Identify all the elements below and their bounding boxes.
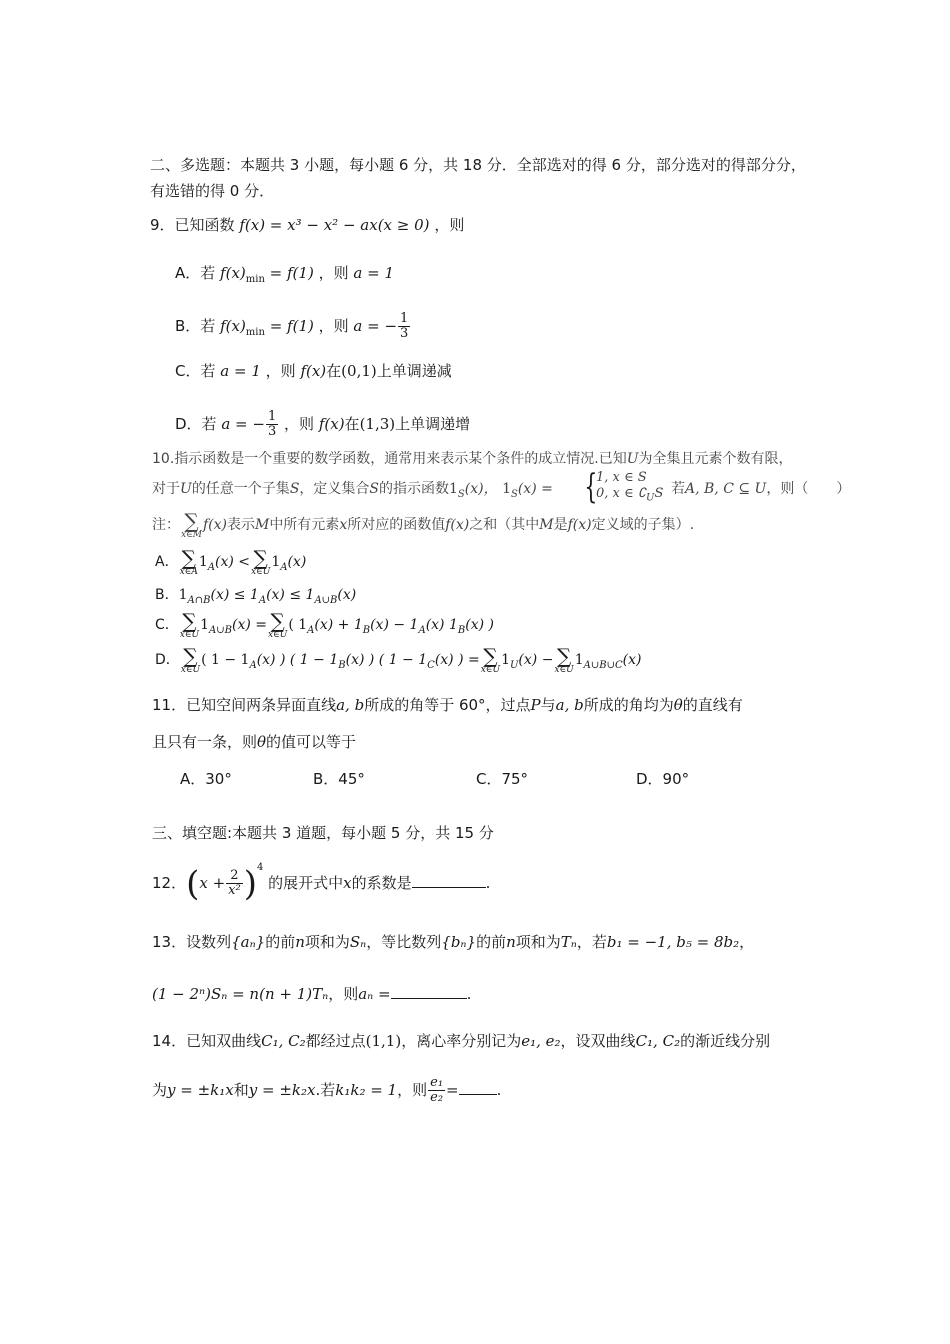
q10d-t5: 1: [501, 652, 510, 668]
q11-l1e: 的直线有: [682, 696, 743, 714]
q12-den: x²: [228, 883, 241, 898]
q10-sets: A, B, C ⊆ U: [685, 481, 767, 497]
q14-k: k₁k₂ = 1: [335, 1081, 398, 1099]
q14-l1c: ，离心率分别记为: [401, 1032, 522, 1050]
q10b-t4: (x): [337, 587, 357, 603]
q10b-t2: (x) ≤ 1: [210, 587, 259, 603]
q9-stem: [150, 215, 464, 235]
q10-note-M2: M: [539, 517, 554, 533]
q10d-under2: x∈U: [480, 664, 501, 675]
q10-l2S: S: [289, 481, 300, 497]
q9d-mid: ，则: [284, 415, 315, 433]
q10-ind2-sub: S: [510, 488, 518, 500]
q14-l2d: ，则: [397, 1081, 428, 1099]
q10d-sum1: ∑ x∈U: [180, 643, 201, 675]
q13-an2: aₙ =: [358, 985, 391, 1003]
q10-note-fx3: f(x): [567, 517, 592, 533]
q14-line2: [152, 1073, 501, 1107]
q10-note-f: 是: [553, 517, 568, 533]
q10c-t2: (x) =: [231, 617, 267, 633]
q14-l2b: 和: [233, 1081, 249, 1099]
q13-l1g: ，若: [576, 933, 607, 951]
q13-bn: {bₙ}: [441, 933, 477, 951]
q10-note-c: 中所有元素: [269, 517, 340, 533]
q13-l2a: ，则: [328, 985, 359, 1003]
q10-option-a: [155, 547, 306, 583]
q9d-den: 3: [267, 424, 277, 439]
q10c-s4: A: [418, 624, 426, 636]
q10b-t1: 1: [178, 587, 188, 603]
q10b-s3: A∪B: [314, 594, 338, 606]
q10d-s4: U: [509, 659, 519, 671]
q10d-t3: (x) ) ( 1 − 1: [345, 652, 428, 668]
q10d-under3: x∈U: [554, 664, 574, 675]
q10-l1b: 为全集且元素个数有限，: [638, 451, 793, 467]
q10a-under2: x∈U: [250, 566, 271, 577]
q9a-eq: = f(1): [269, 264, 314, 282]
q12-label: 12．: [152, 874, 187, 892]
q10-line2: [152, 479, 553, 505]
q14-answer-blank[interactable]: [459, 1078, 497, 1095]
q14-pt: (1,1): [365, 1032, 402, 1050]
q10-option-c: [155, 610, 494, 646]
q10d-s5: A∪B∪C: [583, 659, 623, 671]
q10-l2e: 若: [671, 481, 685, 497]
q10-l1U: U: [626, 451, 639, 467]
q10c-s3: B: [362, 624, 371, 636]
q12-x: x +: [199, 874, 226, 892]
q13-l1c: 项和为: [304, 933, 350, 951]
q11-l1a: 11．已知空间两条异面直线: [152, 696, 337, 714]
q9c-fx: f(x): [300, 362, 327, 380]
q10c-label: C．: [155, 617, 179, 633]
q11-line1: [152, 695, 743, 715]
q11-ab2: a, b: [555, 696, 584, 714]
q10c-t1: 1: [200, 617, 210, 633]
q9-option-a: [175, 263, 394, 290]
q12-line: [152, 860, 490, 903]
q11-ab: a, b: [336, 696, 365, 714]
q11-l1d: 所成的角均为: [583, 696, 674, 714]
q10-case1: 1, x ∈ S: [596, 470, 647, 485]
q12-lparen: (: [186, 863, 200, 904]
q11-P: P: [530, 696, 541, 714]
q10a-sum2: ∑ x∈U: [250, 545, 271, 577]
q9d-num: 1: [267, 409, 277, 424]
q10d-sum2: ∑ x∈U: [480, 643, 501, 675]
q9b-num: 1: [400, 311, 409, 326]
q10-note-b: 表示: [226, 517, 255, 533]
q9d-fx: f(x): [318, 415, 345, 433]
q14-line1: [152, 1031, 770, 1051]
q10a-sub1: A: [207, 561, 215, 573]
q12-rparen: ): [243, 863, 257, 904]
q14-l1b: 都经过点: [305, 1032, 366, 1050]
q13-l1b: 的前: [265, 933, 296, 951]
q10-case2: 0, x ∈ ∁: [596, 486, 647, 501]
q9d-zai: 在: [344, 415, 360, 433]
q10d-t4: (x) ) =: [434, 652, 480, 668]
q13-l1e: 的前: [476, 933, 507, 951]
q10-case2-sub: U: [646, 492, 655, 504]
q10-ind2: 1: [502, 481, 511, 497]
q11-option-c: C．75°: [476, 770, 529, 788]
q10a-sub2: A: [280, 561, 288, 573]
q9-function: f(x) = x³ − x² − ax(x ≥ 0): [239, 216, 430, 234]
q9d-text: 上单调递增: [395, 415, 471, 433]
q13-l1a: 13．设数列: [152, 933, 232, 951]
q10d-t1: ( 1 − 1: [201, 652, 250, 668]
section3-header: 三、填空题:本题共 3 道题，每小题 5 分，共 15 分: [152, 824, 494, 842]
q10-l2c: ，定义集合: [299, 481, 370, 497]
q12-exp: 4: [256, 862, 264, 873]
q9-option-c: [175, 361, 452, 381]
q14-l2c: .若: [315, 1081, 336, 1099]
q10c-t4: (x) + 1: [314, 617, 363, 633]
section2-header: 二、多选题：本题共 3 小题，每小题 6 分，共 18 分．全部选对的得 6 分，部分选对的得部分分，: [150, 156, 806, 174]
q12-num: 2: [226, 869, 243, 884]
q9d-interval: (1,3): [359, 415, 396, 433]
q9c-a: a = 1: [220, 362, 261, 380]
q10c-s5: B: [457, 624, 466, 636]
q14-C: C₁, C₂: [261, 1032, 306, 1050]
q10d-t8: (x): [622, 652, 642, 668]
q10-ind2-arg: (x) =: [517, 481, 553, 497]
q10d-t2: (x) ) ( 1 − 1: [256, 652, 339, 668]
q11-option-d: D．90°: [636, 770, 690, 788]
q11-option-a: A．30°: [180, 770, 232, 788]
q10-l2U: U: [180, 481, 192, 497]
q10-note: [152, 510, 694, 540]
q10c-t7: (x) ): [465, 617, 494, 633]
q11-theta2: θ: [257, 733, 267, 751]
q10-note-sum-under: x∈M: [181, 529, 202, 540]
q10a-one2: 1: [271, 554, 281, 570]
q14-y2: y = ±k₂x: [248, 1081, 316, 1099]
q14-C2: C₁, C₂: [635, 1032, 681, 1050]
q10-l1a: 10.指示函数是一个重要的数学函数，通常用来表示某个条件的成立情况.已知: [152, 451, 627, 467]
q10d-t7: 1: [574, 652, 584, 668]
q10c-s2: A: [307, 624, 315, 636]
q10-note-sum: ∑ x∈M: [181, 508, 202, 540]
q10a-label: A．: [155, 554, 179, 570]
q12-answer-blank[interactable]: [412, 871, 486, 888]
q10a-arg1: (x) <: [214, 554, 250, 570]
q14-l1d: ，设双曲线: [560, 1032, 636, 1050]
q10-note-M: M: [254, 517, 270, 533]
q14-den: e₂: [430, 1090, 444, 1105]
q10d-t6: (x) −: [518, 652, 554, 668]
q10c-under1: x∈U: [179, 629, 200, 640]
q10d-s3: C: [427, 659, 435, 671]
q9d-a: a = −: [221, 415, 265, 433]
q13-an: {aₙ}: [231, 933, 266, 951]
q9a-fx: f(x): [220, 264, 246, 282]
q10-l2d: 的指示函数: [379, 481, 449, 497]
q10a-arg2: (x): [287, 554, 307, 570]
q11-l1b: 所成的角等于 60°，过点: [364, 696, 531, 714]
q10a-sum1: ∑ x∈A: [179, 545, 198, 577]
q11-option-b: B．45°: [313, 770, 365, 788]
q10-case2-end: S: [654, 486, 664, 501]
q9-option-b: [175, 312, 411, 343]
q10-note-fx2: f(x): [445, 517, 470, 533]
q10-ind1: 1: [449, 481, 458, 497]
q10-note-e: 之和（其中: [469, 517, 540, 533]
q10-line1: [152, 449, 793, 469]
q14-l2a: 为: [152, 1081, 168, 1099]
q10c-t5: (x) − 1: [370, 617, 419, 633]
q13-Tn: Tₙ: [560, 933, 577, 951]
q10b-s2: A: [258, 594, 267, 606]
q9b-mid: ，则: [318, 317, 349, 335]
q14-e: e₁, e₂: [521, 1032, 561, 1050]
q10-note-a: 注：: [152, 517, 180, 533]
q10c-s1: A∪B: [209, 624, 232, 636]
q9d-label: D．若: [175, 415, 217, 433]
q10b-s1: A∩B: [187, 594, 211, 606]
q13-Sn: Sₙ: [349, 933, 367, 951]
q13-eq: (1 − 2ⁿ)Sₙ = n(n + 1)Tₙ: [152, 985, 329, 1003]
q9-prefix: 9．已知函数: [150, 216, 235, 234]
q10-note-fx: f(x): [202, 517, 227, 533]
q10-note-x: x: [339, 517, 348, 533]
q10-ind1-arg: (x)，: [464, 481, 498, 497]
q12-text: 的展开式中: [268, 874, 344, 892]
q9a-mid: ，则: [318, 264, 349, 282]
q10c-sum1: ∑ x∈U: [179, 608, 200, 640]
section2-header-cont: 有选错的得 0 分．: [150, 182, 275, 200]
q10-brace: {: [584, 467, 598, 507]
q10a-under1: x∈A: [179, 566, 198, 577]
q12-fraction: [226, 869, 243, 898]
q9-suffix: ，则: [434, 216, 465, 234]
q10b-label: B．: [155, 587, 179, 603]
q10-note-d: 所对应的函数值: [347, 517, 446, 533]
q10d-under1: x∈U: [180, 664, 201, 675]
q9c-label: C．若: [175, 362, 216, 380]
q10b-t3: (x) ≤ 1: [266, 587, 315, 603]
q13-n: n: [295, 933, 305, 951]
q13-l1h: ，: [739, 933, 755, 951]
q13-line2: [152, 982, 471, 1004]
q10-option-b: [155, 585, 356, 611]
q10-l2S2: S: [369, 481, 379, 497]
q10c-t3: ( 1: [288, 617, 308, 633]
q11-l2b: 的值可以等于: [266, 733, 357, 751]
q14-y1: y = ±k₁x: [167, 1081, 234, 1099]
q10a-one1: 1: [198, 554, 208, 570]
q9c-text: 上单调递减: [376, 362, 452, 380]
q9-option-d: [175, 410, 470, 439]
q9c-zai: 在: [326, 362, 342, 380]
q14-fraction: [428, 1076, 445, 1105]
q10-l2a: 对于: [152, 481, 180, 497]
q13-end: .: [466, 985, 472, 1003]
q13-l1f: 项和为: [515, 933, 561, 951]
q10d-s1: A: [249, 659, 257, 671]
q11-l1c: 与: [540, 696, 556, 714]
q9b-den: 3: [400, 326, 409, 341]
q9b-eq: = f(1): [269, 317, 314, 335]
q14-l1f: 的渐近线分别: [680, 1032, 771, 1050]
q10c-sum2: ∑ x∈U: [267, 608, 288, 640]
q13-cond: b₁ = −1, b₅ = 8b₂: [606, 933, 740, 951]
q9a-sub: min: [245, 274, 265, 285]
q10c-t6: (x) 1: [425, 617, 458, 633]
q10c-under2: x∈U: [267, 629, 288, 640]
q9c-interval: (0,1): [341, 362, 377, 380]
q13-l1d: ，等比数列: [366, 933, 442, 951]
q10-option-d: [155, 645, 641, 681]
q10d-s2: B: [338, 659, 346, 671]
q11-theta: θ: [673, 696, 683, 714]
q12-text2: 的系数是: [351, 874, 412, 892]
q10-l2b: 的任意一个子集: [191, 481, 290, 497]
q14-num: e₁: [430, 1075, 444, 1090]
q13-n2: n: [506, 933, 516, 951]
q10-ind1-sub: S: [457, 488, 465, 500]
q14-l1a: 14．已知双曲线: [152, 1032, 262, 1050]
q9b-fx: f(x): [220, 317, 246, 335]
q13-answer-blank[interactable]: [391, 982, 467, 999]
q12-var: x: [343, 874, 352, 892]
q10d-sum3: ∑ x∈U: [554, 643, 574, 675]
q11-l2a: 且只有一条，则: [152, 733, 258, 751]
q9b-a: a = −: [353, 317, 398, 335]
q10-line2-tail: [671, 479, 850, 499]
q14-end: .: [496, 1081, 502, 1099]
q9b-label: B．若: [175, 317, 216, 335]
q9a-label: A．若: [175, 264, 216, 282]
q14-eq: =: [446, 1081, 459, 1099]
q12-end: .: [485, 874, 491, 892]
q9b-sub: min: [245, 327, 265, 338]
q10-case-lines: [596, 470, 663, 507]
q13-line1: [152, 932, 754, 952]
q9d-fraction: [266, 410, 278, 439]
q10-note-g: 定义域的子集）.: [591, 517, 695, 533]
q10d-label: D．: [155, 652, 180, 668]
q9c-mid: ，则: [265, 362, 296, 380]
q10-l2f: ，则（ ）: [766, 481, 851, 497]
q11-line2: [152, 732, 356, 752]
q9a-a: a = 1: [353, 264, 394, 282]
q9b-fraction: [398, 312, 410, 341]
